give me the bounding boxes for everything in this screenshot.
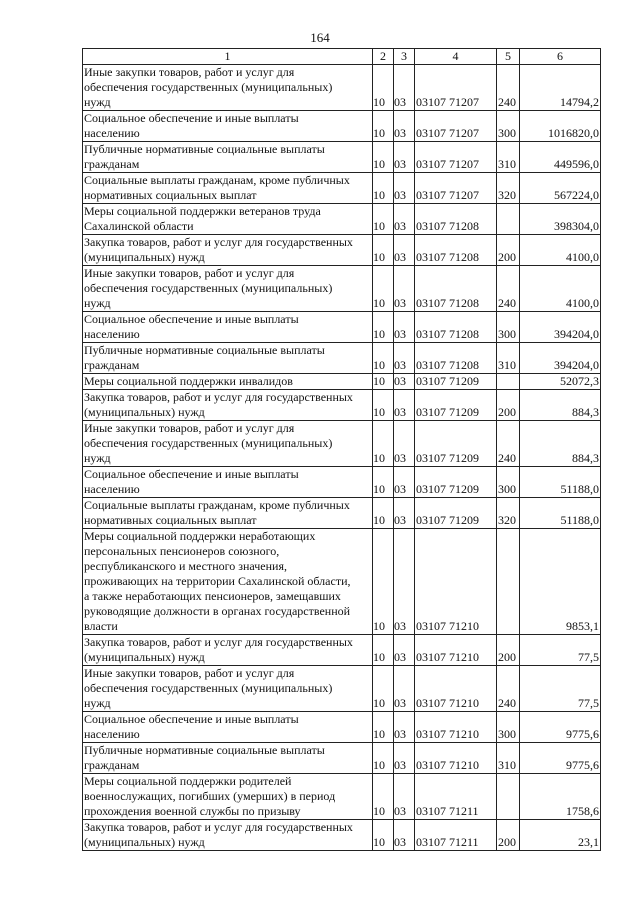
row-expense-type-cell: 300	[497, 712, 520, 743]
table-row	[83, 312, 601, 343]
column-header-subsection: 3	[394, 49, 415, 65]
row-expense-type-cell: 300	[497, 312, 520, 343]
row-section-cell: 10	[373, 343, 394, 374]
row-name-cell: Социальные выплаты гражданам, кроме публичных нормативных социальных выплат	[83, 498, 373, 529]
table-row	[83, 142, 601, 173]
row-target-article-cell: 03107 71209	[415, 390, 497, 421]
table-row	[83, 111, 601, 142]
table-row	[83, 774, 601, 820]
table-row	[83, 266, 601, 312]
row-expense-type-cell	[497, 774, 520, 820]
row-subsection-cell: 03	[394, 111, 415, 142]
row-subsection-cell: 03	[394, 65, 415, 111]
row-target-article-cell: 03107 71209	[415, 421, 497, 467]
row-name-cell: Иные закупки товаров, работ и услуг для обеспечения государственных (муниципальных) нужд	[83, 666, 373, 712]
table-row	[83, 390, 601, 421]
row-section-cell: 10	[373, 65, 394, 111]
row-name-cell: Социальное обеспечение и иные выплаты населению	[83, 712, 373, 743]
row-target-article-cell: 03107 71210	[415, 743, 497, 774]
row-subsection-cell: 03	[394, 467, 415, 498]
table-row	[83, 421, 601, 467]
table-row	[83, 173, 601, 204]
table-row	[83, 235, 601, 266]
row-subsection-cell: 03	[394, 498, 415, 529]
row-expense-type-cell: 200	[497, 635, 520, 666]
page-number: 164	[310, 30, 330, 45]
row-section-cell: 10	[373, 421, 394, 467]
row-section-cell: 10	[373, 820, 394, 851]
table-row	[83, 65, 601, 111]
row-amount-cell: 567224,0	[520, 173, 601, 204]
row-name-cell: Закупка товаров, работ и услуг для государственных (муниципальных) нужд	[83, 820, 373, 851]
row-name-cell: Иные закупки товаров, работ и услуг для обеспечения государственных (муниципальных) нужд	[83, 65, 373, 111]
row-amount-cell: 4100,0	[520, 266, 601, 312]
row-target-article-cell: 03107 71208	[415, 235, 497, 266]
row-target-article-cell: 03107 71210	[415, 635, 497, 666]
row-target-article-cell: 03107 71207	[415, 142, 497, 173]
row-amount-cell: 884,3	[520, 390, 601, 421]
row-amount-cell: 77,5	[520, 635, 601, 666]
row-section-cell: 10	[373, 173, 394, 204]
row-target-article-cell: 03107 71209	[415, 374, 497, 390]
table-row	[83, 529, 601, 635]
row-section-cell: 10	[373, 743, 394, 774]
row-expense-type-cell	[497, 204, 520, 235]
row-section-cell: 10	[373, 712, 394, 743]
row-name-cell: Меры социальной поддержки ветеранов труда Сахалинской области	[83, 204, 373, 235]
row-expense-type-cell	[497, 374, 520, 390]
row-section-cell: 10	[373, 111, 394, 142]
row-section-cell: 10	[373, 635, 394, 666]
table-header-row	[83, 49, 601, 65]
row-subsection-cell: 03	[394, 266, 415, 312]
row-subsection-cell: 03	[394, 204, 415, 235]
row-expense-type-cell: 320	[497, 498, 520, 529]
row-target-article-cell: 03107 71210	[415, 712, 497, 743]
row-section-cell: 10	[373, 204, 394, 235]
row-amount-cell: 23,1	[520, 820, 601, 851]
row-subsection-cell: 03	[394, 343, 415, 374]
table-row	[83, 467, 601, 498]
row-subsection-cell: 03	[394, 421, 415, 467]
table-row	[83, 666, 601, 712]
row-subsection-cell: 03	[394, 374, 415, 390]
row-name-cell: Иные закупки товаров, работ и услуг для обеспечения государственных (муниципальных) нужд	[83, 421, 373, 467]
row-expense-type-cell: 240	[497, 266, 520, 312]
row-target-article-cell: 03107 71208	[415, 312, 497, 343]
row-target-article-cell: 03107 71207	[415, 65, 497, 111]
row-subsection-cell: 03	[394, 774, 415, 820]
row-subsection-cell: 03	[394, 529, 415, 635]
row-name-cell: Социальное обеспечение и иные выплаты населению	[83, 312, 373, 343]
row-name-cell: Публичные нормативные социальные выплаты гражданам	[83, 343, 373, 374]
row-amount-cell: 1016820,0	[520, 111, 601, 142]
column-header-amount: 6	[520, 49, 601, 65]
row-amount-cell: 51188,0	[520, 498, 601, 529]
row-name-cell: Социальные выплаты гражданам, кроме публичных нормативных социальных выплат	[83, 173, 373, 204]
row-section-cell: 10	[373, 666, 394, 712]
row-expense-type-cell: 310	[497, 343, 520, 374]
row-subsection-cell: 03	[394, 390, 415, 421]
row-amount-cell: 9853,1	[520, 529, 601, 635]
table-row	[83, 498, 601, 529]
row-target-article-cell: 03107 71211	[415, 774, 497, 820]
row-amount-cell: 884,3	[520, 421, 601, 467]
row-expense-type-cell: 240	[497, 666, 520, 712]
row-target-article-cell: 03107 71211	[415, 820, 497, 851]
row-expense-type-cell: 300	[497, 111, 520, 142]
row-target-article-cell: 03107 71208	[415, 204, 497, 235]
table-row	[83, 374, 601, 390]
row-amount-cell: 4100,0	[520, 235, 601, 266]
row-section-cell: 10	[373, 529, 394, 635]
row-target-article-cell: 03107 71208	[415, 343, 497, 374]
budget-table	[82, 48, 601, 851]
row-section-cell: 10	[373, 235, 394, 266]
row-name-cell: Публичные нормативные социальные выплаты гражданам	[83, 142, 373, 173]
table-row	[83, 743, 601, 774]
row-section-cell: 10	[373, 498, 394, 529]
row-section-cell: 10	[373, 266, 394, 312]
row-expense-type-cell: 310	[497, 142, 520, 173]
table-row	[83, 820, 601, 851]
row-amount-cell: 1758,6	[520, 774, 601, 820]
row-subsection-cell: 03	[394, 312, 415, 343]
row-name-cell: Меры социальной поддержки инвалидов	[83, 374, 373, 390]
row-amount-cell: 9775,6	[520, 712, 601, 743]
row-target-article-cell: 03107 71207	[415, 173, 497, 204]
column-header-target-article: 4	[415, 49, 497, 65]
row-subsection-cell: 03	[394, 712, 415, 743]
row-name-cell: Закупка товаров, работ и услуг для государственных (муниципальных) нужд	[83, 635, 373, 666]
row-amount-cell: 52072,3	[520, 374, 601, 390]
row-expense-type-cell: 320	[497, 173, 520, 204]
row-subsection-cell: 03	[394, 820, 415, 851]
column-header-name: 1	[83, 49, 373, 65]
row-name-cell: Социальное обеспечение и иные выплаты населению	[83, 467, 373, 498]
row-target-article-cell: 03107 71210	[415, 666, 497, 712]
row-expense-type-cell: 240	[497, 421, 520, 467]
row-amount-cell: 398304,0	[520, 204, 601, 235]
row-amount-cell: 14794,2	[520, 65, 601, 111]
table-row	[83, 635, 601, 666]
row-target-article-cell: 03107 71209	[415, 467, 497, 498]
row-amount-cell: 51188,0	[520, 467, 601, 498]
row-section-cell: 10	[373, 312, 394, 343]
row-subsection-cell: 03	[394, 173, 415, 204]
row-expense-type-cell: 310	[497, 743, 520, 774]
row-name-cell: Иные закупки товаров, работ и услуг для обеспечения государственных (муниципальных) нужд	[83, 266, 373, 312]
row-expense-type-cell	[497, 529, 520, 635]
table-row	[83, 204, 601, 235]
row-name-cell: Социальное обеспечение и иные выплаты населению	[83, 111, 373, 142]
row-amount-cell: 394204,0	[520, 343, 601, 374]
row-expense-type-cell: 300	[497, 467, 520, 498]
row-name-cell: Меры социальной поддержки неработающих персональных пенсионеров союзного, республиканского и местного значения, проживающих на территории Сахалинской области, а также неработающих пенсионеров, замещавших руководящие должности в органах государственной власти	[83, 529, 373, 635]
row-expense-type-cell: 240	[497, 65, 520, 111]
row-subsection-cell: 03	[394, 635, 415, 666]
table-row	[83, 712, 601, 743]
row-expense-type-cell: 200	[497, 235, 520, 266]
column-header-section: 2	[373, 49, 394, 65]
row-target-article-cell: 03107 71210	[415, 529, 497, 635]
row-expense-type-cell: 200	[497, 390, 520, 421]
row-section-cell: 10	[373, 774, 394, 820]
row-subsection-cell: 03	[394, 743, 415, 774]
row-section-cell: 10	[373, 467, 394, 498]
row-subsection-cell: 03	[394, 235, 415, 266]
row-section-cell: 10	[373, 374, 394, 390]
row-section-cell: 10	[373, 142, 394, 173]
row-amount-cell: 394204,0	[520, 312, 601, 343]
row-target-article-cell: 03107 71209	[415, 498, 497, 529]
row-subsection-cell: 03	[394, 142, 415, 173]
row-expense-type-cell: 200	[497, 820, 520, 851]
row-name-cell: Меры социальной поддержки родителей военнослужащих, погибших (умерших) в период прохождения военной службы по призыву	[83, 774, 373, 820]
row-subsection-cell: 03	[394, 666, 415, 712]
column-header-expense-type: 5	[497, 49, 520, 65]
row-name-cell: Закупка товаров, работ и услуг для государственных (муниципальных) нужд	[83, 390, 373, 421]
row-name-cell: Закупка товаров, работ и услуг для государственных (муниципальных) нужд	[83, 235, 373, 266]
row-target-article-cell: 03107 71207	[415, 111, 497, 142]
row-amount-cell: 9775,6	[520, 743, 601, 774]
table-row	[83, 343, 601, 374]
row-amount-cell: 77,5	[520, 666, 601, 712]
row-amount-cell: 449596,0	[520, 142, 601, 173]
row-section-cell: 10	[373, 390, 394, 421]
row-target-article-cell: 03107 71208	[415, 266, 497, 312]
row-name-cell: Публичные нормативные социальные выплаты гражданам	[83, 743, 373, 774]
